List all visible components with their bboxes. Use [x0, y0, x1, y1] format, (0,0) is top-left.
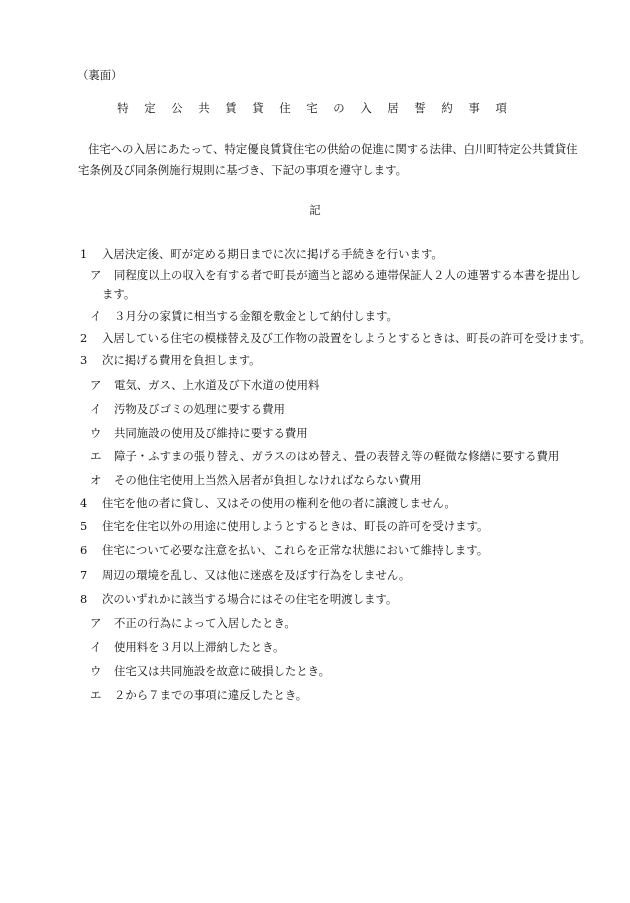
pledge-subitem [90, 690, 307, 701]
pledge-item [80, 570, 410, 581]
pledge-subitem-text: ３月分の家賃に相当する金額を敷金として納付します。 [114, 309, 398, 323]
pledge-subitem [90, 475, 422, 486]
pledge-subitem-label: ウ [90, 426, 102, 440]
pledge-subitem-text: 使用料を３月以上滞納したとき。 [114, 640, 285, 654]
pledge-item-number: 6 [80, 543, 88, 557]
pledge-item [80, 594, 397, 605]
pledge-subitem-label: ア [90, 616, 102, 630]
pledge-subitem [90, 642, 284, 653]
pledge-subitem [90, 380, 319, 391]
pledge-item-number: 4 [80, 496, 88, 510]
pledge-subitem-label: イ [90, 640, 102, 654]
pledge-subitem-text: 電気、ガス、上水道及び下水道の使用料 [114, 378, 320, 392]
pledge-subitem [90, 311, 398, 322]
pledge-item-text: 次に掲げる費用を負担します。 [102, 353, 261, 367]
pledge-subitem [90, 270, 581, 281]
pledge-subitem [90, 451, 559, 462]
pledge-subitem-label: エ [90, 688, 102, 702]
pledge-item-text: 住宅を他の者に貸し、又はその使用の権利を他の者に譲渡しません。 [102, 496, 456, 510]
pledge-subitem-text: 不正の行為によって入居したとき。 [114, 616, 296, 630]
pledge-subitem-text: 障子・ふすまの張り替え、ガラスのはめ替え、畳の表替え等の軽微な修繕に要する費用 [114, 449, 560, 463]
pledge-item-text: 次のいずれかに該当する場合にはその住宅を明渡します。 [102, 592, 398, 606]
pledge-subitem-label: ア [90, 268, 102, 282]
pledge-subitem [90, 666, 330, 677]
pledge-item-number: 5 [80, 519, 88, 533]
pledge-subitem [90, 428, 308, 439]
pledge-subitem-label: イ [90, 309, 102, 323]
pledge-item-text: 入居している住宅の模様替え及び工作物の設置をしようとするときは、町長の許可を受けます。 [102, 331, 591, 345]
intro-line-2: 宅条例及び同条例施行規則に基づき、下記の事項を遵守します。 [78, 163, 407, 177]
pledge-subitem-continuation [102, 289, 135, 300]
pledge-item-number: 7 [80, 568, 88, 582]
pledge-subitem-label: ア [90, 378, 102, 392]
pledge-subitem-text: ます。 [102, 287, 136, 301]
pledge-item [80, 498, 456, 509]
pledge-item [80, 355, 261, 366]
pledge-item-number: 3 [80, 353, 88, 367]
ki-heading: 記 [309, 203, 321, 217]
pledge-item [80, 545, 488, 556]
pledge-item-number: 8 [80, 592, 88, 606]
side-note: （裏面） [77, 68, 123, 82]
pledge-subitem-text: ２から７までの事項に違反したとき。 [114, 688, 308, 702]
pledge-subitem-label: オ [90, 473, 102, 487]
pledge-item-text: 周辺の環境を乱し、又は他に迷惑を及ぼす行為をしません。 [102, 568, 411, 582]
pledge-subitem [90, 404, 285, 415]
pledge-subitem-label: エ [90, 449, 102, 463]
pledge-item-text: 入居決定後、町が定める期日までに次に掲げる手続きを行います。 [102, 247, 443, 261]
pledge-item-number: 1 [80, 247, 88, 261]
pledge-subitem-text: 共同施設の使用及び維持に要する費用 [114, 426, 308, 440]
pledge-subitem-text: その他住宅使用上当然入居者が負担しなければならない費用 [114, 473, 422, 487]
intro-line-1: 住宅への入居にあたって、特定優良賃貸住宅の供給の促進に関する法律、白川町特定公共賃貸住 [88, 142, 578, 156]
pledge-subitem [90, 618, 296, 629]
document-title: 特 定 公 共 賃 貸 住 宅 の 入 居 誓 約 事 項 [117, 101, 513, 115]
pledge-subitem-label: ウ [90, 664, 102, 678]
pledge-item-text: 住宅を住宅以外の用途に使用しようとするときは、町長の許可を受けます。 [102, 519, 489, 533]
pledge-item [80, 249, 443, 260]
pledge-subitem-label: イ [90, 402, 102, 416]
pledge-subitem-text: 同程度以上の収入を有する者で町長が適当と認める連帯保証人２人の連署する本書を提出し [114, 268, 582, 282]
pledge-subitem-text: 住宅又は共同施設を故意に破損したとき。 [114, 664, 330, 678]
pledge-item-number: 2 [80, 331, 88, 345]
pledge-item [80, 521, 488, 532]
pledge-subitem-text: 汚物及びゴミの処理に要する費用 [114, 402, 285, 416]
pledge-item-text: 住宅について必要な注意を払い、これらを正常な状態において維持します。 [102, 543, 489, 557]
pledge-item [80, 333, 591, 344]
